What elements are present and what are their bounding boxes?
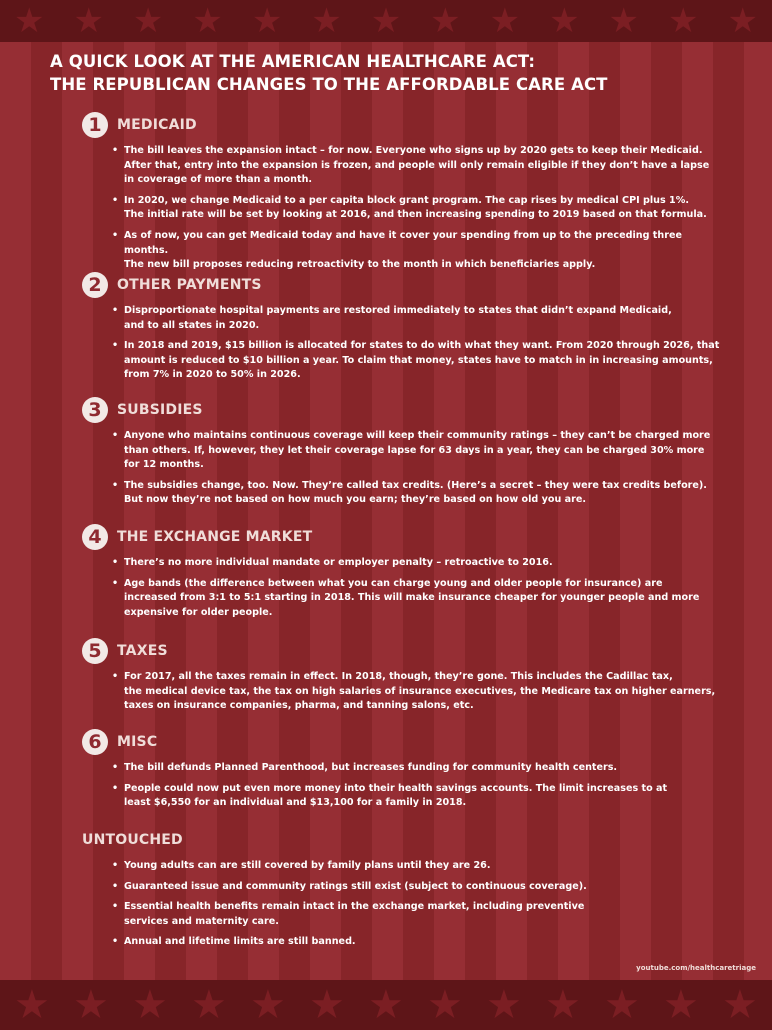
bullet-line: People could now put even more money into their health savings accounts. The limit increases to at	[124, 782, 668, 794]
bottom-star-band	[0, 980, 772, 1030]
bullet-line: expensive for older people.	[124, 606, 273, 618]
section-number-badge: 3	[82, 397, 108, 423]
section-header	[82, 524, 722, 550]
star-icon: ★	[667, 1, 699, 41]
section-other-payments	[82, 272, 722, 389]
star-icon: ★	[608, 1, 640, 41]
bullet-item	[112, 194, 722, 223]
section-medicaid	[82, 112, 722, 279]
star-icon: ★	[14, 1, 45, 41]
star-icon: ★	[250, 982, 286, 1028]
bullet-line: services and maternity care.	[124, 915, 279, 927]
star-icon: ★	[722, 982, 758, 1028]
bullet-line: The bill defunds Planned Parenthood, but increases funding for community health centers.	[124, 762, 618, 773]
bullet-line: Anyone who maintains continuous coverage will keep their community ratings – they can’t be charged more	[124, 430, 711, 441]
bullet-line: For 2017, all the taxes remain in effect. In 2018, though, they’re gone. This includes the Cadillac tax,	[124, 671, 673, 682]
star-icon: ★	[549, 1, 580, 41]
title-line-1: A QUICK LOOK AT THE AMERICAN HEALTHCARE ACT:	[50, 52, 536, 71]
bullet-item	[112, 339, 722, 383]
bullet-line: the medical device tax, the tax on high salaries of insurance executives, the Medicare tax on higher earners,	[124, 685, 716, 697]
section-bullet-list	[82, 144, 722, 273]
bullet-line: The subsidies change, too. Now. They’re called tax credits. (Here’s a secret – they were tax credits before).	[124, 479, 707, 491]
section-header	[82, 272, 722, 298]
bullet-line: Guaranteed issue and community ratings still exist (subject to continuous coverage).	[124, 880, 587, 892]
section-title: TAXES	[117, 643, 168, 659]
star-icon: ★	[14, 982, 50, 1028]
star-icon: ★	[132, 1, 164, 41]
star-icon: ★	[430, 1, 461, 41]
bullet-item	[112, 782, 722, 811]
bullet-item	[112, 900, 722, 929]
section-header	[82, 729, 722, 755]
star-icon: ★	[663, 982, 699, 1028]
star-icon: ★	[192, 1, 223, 41]
bullet-item	[112, 479, 722, 508]
section-taxes	[82, 638, 722, 720]
bullet-line: Annual and lifetime limits are still banned.	[124, 936, 356, 948]
bullet-line: As of now, you can get Medicaid today and have it cover your spending from up to the preceding three months.	[124, 229, 682, 256]
section-title: THE EXCHANGE MARKET	[117, 529, 313, 545]
section-subsidies	[82, 397, 722, 514]
star-icon: ★	[486, 982, 522, 1028]
bullet-line: Young adults can are still covered by family plans until they are 26.	[124, 860, 491, 871]
star-icon: ★	[311, 1, 342, 41]
bullet-line: The new bill proposes reducing retroactivity to the month in which beneficiaries apply.	[124, 259, 596, 271]
bullet-item	[112, 859, 722, 874]
bullet-line: There’s no more individual mandate or employer penalty – retroactive to 2016.	[124, 557, 553, 568]
bullet-line: than others. If, however, they let their coverage lapse for 63 days in a year, they can be charged 30% more	[124, 444, 705, 456]
section-misc	[82, 729, 722, 817]
star-icon: ★	[370, 1, 402, 41]
section-bullet-list	[82, 761, 722, 811]
bullet-line: increased from 3:1 to 5:1 starting in 2018. This will make insurance cheaper for younger people and more	[124, 592, 700, 604]
star-icon: ★	[73, 1, 104, 41]
untouched-bullet-list	[82, 859, 722, 950]
bullet-item	[112, 577, 722, 621]
bullet-line: from 7% in 2020 to 50% in 2026.	[124, 369, 301, 381]
bullet-line: taxes on insurance companies, pharma, and tanning salons, etc.	[124, 700, 474, 712]
star-icon: ★	[427, 982, 463, 1028]
star-icon: ★	[132, 982, 168, 1028]
section-title: MEDICAID	[117, 117, 197, 133]
section-title: SUBSIDIES	[117, 402, 203, 418]
section-untouched	[82, 827, 722, 956]
bullet-line: amount is reduced to $10 billion a year. To claim that money, states have to match in in increasing amounts,	[124, 354, 713, 366]
bullet-item	[112, 144, 722, 188]
star-icon: ★	[73, 982, 109, 1028]
section-bullet-list	[82, 556, 722, 620]
bullet-line: in coverage of more than a month.	[124, 174, 313, 186]
section-number-badge: 1	[82, 112, 108, 138]
star-icon: ★	[727, 1, 758, 41]
bullet-item	[112, 304, 722, 333]
star-icon: ★	[545, 982, 581, 1028]
section-bullet-list	[82, 429, 722, 508]
section-title: MISC	[117, 734, 158, 750]
section-number-badge: 4	[82, 524, 108, 550]
section-bullet-list	[82, 304, 722, 383]
star-icon: ★	[191, 982, 227, 1028]
section-number-badge: 2	[82, 272, 108, 298]
section-number-badge: 5	[82, 638, 108, 664]
section-header	[82, 112, 722, 138]
bullet-line: In 2020, we change Medicaid to a per capita block grant program. The cap rises by medical CPI plus 1%.	[124, 194, 689, 206]
bullet-line: for 12 months.	[124, 459, 204, 471]
bullet-line: Essential health benefits remain intact in the exchange market, including preventive	[124, 901, 585, 913]
star-icon: ★	[251, 1, 283, 41]
bullet-line: In 2018 and 2019, $15 billion is allocated for states to do with what they want. From 2020 through 2026, that	[124, 340, 720, 352]
bullet-item	[112, 670, 722, 714]
star-icon: ★	[368, 982, 404, 1028]
bullet-item	[112, 556, 722, 571]
bullet-line: Age bands (the difference between what you can charge young and older people for insurance) are	[124, 577, 663, 589]
section-exchange-market	[82, 524, 722, 626]
bullet-item	[112, 935, 722, 950]
page-title	[50, 50, 608, 96]
bullet-line: The initial rate will be set by looking at 2016, and then increasing spending to 2019 based on that formula.	[124, 209, 707, 221]
section-title: OTHER PAYMENTS	[117, 277, 262, 293]
bullet-line: The bill leaves the expansion intact – for now. Everyone who signs up by 2020 gets to keep their Medicaid.	[124, 145, 703, 156]
footer-source: youtube.com/healthcaretriage	[636, 964, 756, 972]
untouched-title: UNTOUCHED	[82, 832, 183, 848]
section-number-badge: 6	[82, 729, 108, 755]
bullet-item	[112, 229, 722, 273]
bullet-line: But now they’re not based on how much you earn; they’re based on how old you are.	[124, 494, 587, 506]
star-icon: ★	[489, 1, 521, 41]
section-bullet-list	[82, 670, 722, 714]
bullet-line: Disproportionate hospital payments are restored immediately to states that didn’t expand Medicaid,	[124, 305, 672, 316]
bullet-line: and to all states in 2020.	[124, 319, 260, 331]
title-line-2: THE REPUBLICAN CHANGES TO THE AFFORDABLE CARE ACT	[50, 75, 608, 94]
bullet-item	[112, 429, 722, 473]
star-icon: ★	[309, 982, 345, 1028]
star-icon: ★	[604, 982, 640, 1028]
top-star-band	[0, 0, 772, 42]
bullet-item	[112, 880, 722, 895]
bullet-item	[112, 761, 722, 776]
bullet-line: least $6,550 for an individual and $13,100 for a family in 2018.	[124, 797, 467, 809]
section-header	[82, 397, 722, 423]
bullet-line: After that, entry into the expansion is frozen, and people will only remain eligible if they don’t have a lapse	[124, 159, 710, 171]
section-header	[82, 638, 722, 664]
